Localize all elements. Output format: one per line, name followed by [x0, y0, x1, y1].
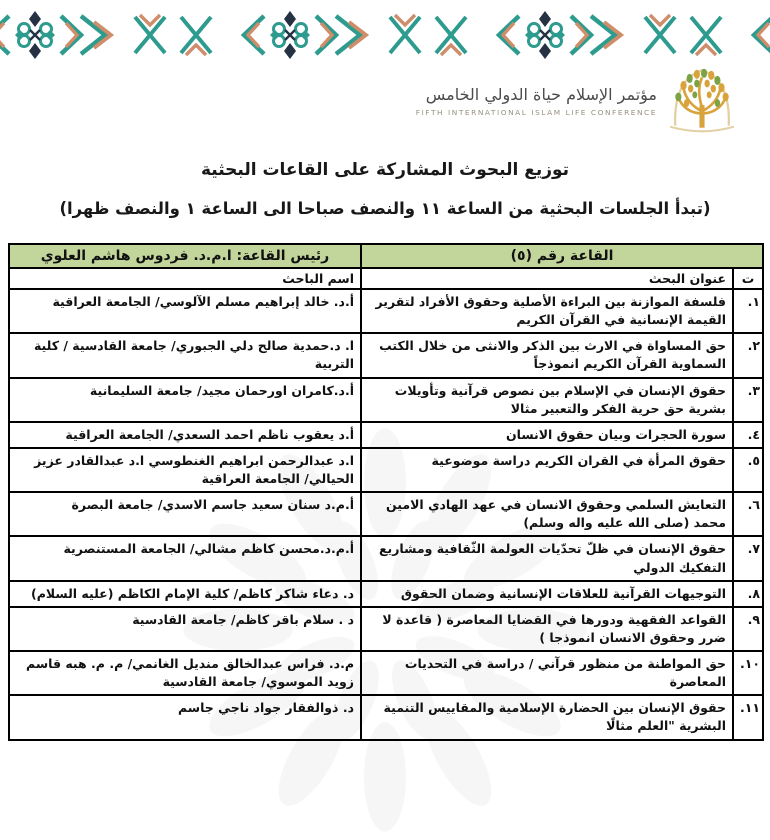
col-header-index: ت — [733, 268, 763, 289]
sessions-table — [8, 243, 764, 741]
logo-title-english: FIFTH INTERNATIONAL ISLAM LIFE CONFERENCE — [415, 108, 657, 117]
row-index: ٩. — [733, 607, 763, 651]
conference-logo — [416, 64, 738, 138]
table-row — [9, 536, 763, 580]
table-row — [9, 695, 763, 739]
row-index: ٧. — [733, 536, 763, 580]
row-index: ٣. — [733, 378, 763, 422]
row-researcher-name: د. ذوالفقار جواد ناجي جاسم — [9, 695, 361, 739]
row-researcher-name: د . سلام باقر كاظم/ جامعة القادسية — [9, 607, 361, 651]
row-researcher-name: د. دعاء شاكر كاظم/ كلية الإمام الكاظم (عليه السلام) — [9, 581, 361, 607]
row-index: ٥. — [733, 448, 763, 492]
table-row — [9, 289, 763, 333]
hall-header-row — [9, 244, 763, 268]
table-row — [9, 607, 763, 651]
table-row — [9, 651, 763, 695]
table-row — [9, 422, 763, 448]
row-index: ٨. — [733, 581, 763, 607]
row-research-title: التوجيهات القرآنية للعلاقات الإنسانية وضمان الحقوق — [361, 581, 733, 607]
page-title: توزيع البحوث المشاركة على القاعات البحثية — [200, 160, 570, 180]
decorative-border-pattern — [0, 6, 770, 64]
tree-logo-icon — [666, 64, 738, 138]
row-research-title: القواعد الفقهية ودورها في القضايا المعاصرة ( قاعدة لا ضرر وحقوق الانسان انموذجا ) — [361, 607, 733, 651]
row-research-title: حقوق المرأة في القران الكريم دراسة موضوعية — [361, 448, 733, 492]
row-researcher-name: أ.د. خالد إبراهيم مسلم الآلوسي/ الجامعة العراقية — [9, 289, 361, 333]
column-header-row — [9, 268, 763, 289]
page-subtitle: (تبدأ الجلسات البحثية من الساعة ١١ والنصف صباحا الى الساعة ١ والنصف ظهرا) — [59, 199, 711, 218]
row-researcher-name: أ.د.كامران اورحمان مجيد/ جامعة السليمانية — [9, 378, 361, 422]
hall-chair-header: رئيس القاعة: ا.م.د. فردوس هاشم العلوي — [9, 244, 361, 268]
row-research-title: حق المساواة في الارث بين الذكر والانثى من خلال الكتب السماوية القرآن الكريم انموذجاً — [361, 333, 733, 377]
table-row — [9, 333, 763, 377]
table-body — [9, 289, 763, 740]
row-research-title: التعايش السلمي وحقوق الانسان في عهد الهادي الامين محمد (صلى الله عليه واله وسلم) — [361, 492, 733, 536]
row-research-title: حقوق الإنسان في ظلّ تحدّيات العولمة الثّقافية ومشاريع التفكيك الدولي — [361, 536, 733, 580]
row-research-title: فلسفة الموازنة بين البراءة الأصلية وحقوق الأفراد لتقرير القيمة الإنسانية في القرآن الكريم — [361, 289, 733, 333]
row-research-title: حقوق الإنسان في الإسلام بين نصوص قرآنية وتأويلات بشرية حق حرية الفكر والتعبير مثالا — [361, 378, 733, 422]
table-row — [9, 581, 763, 607]
table-row — [9, 492, 763, 536]
row-research-title: حقوق الإنسان بين الحضارة الإسلامية والمقاييس التنمية البشرية "العلم مثالًا — [361, 695, 733, 739]
row-research-title: سورة الحجرات وبيان حقوق الانسان — [361, 422, 733, 448]
row-researcher-name: م.د. فراس عبدالخالق منديل الغانمي/ م. م. هبه قاسم زويد الموسوي/ جامعة القادسية — [9, 651, 361, 695]
row-researcher-name: ا. د.حمدية صالح دلي الجبوري/ جامعة القادسية / كلية التربية — [9, 333, 361, 377]
row-researcher-name: أ.د يعقوب ناظم احمد السعدي/ الجامعة العراقية — [9, 422, 361, 448]
row-index: ٦. — [733, 492, 763, 536]
col-header-title: عنوان البحث — [361, 268, 733, 289]
hall-number-header: القاعة رقم (٥) — [361, 244, 763, 268]
logo-title-arabic: مؤتمر الإسلام حياة الدولي الخامس — [425, 85, 657, 104]
row-index: ٢. — [733, 333, 763, 377]
col-header-researcher: اسم الباحث — [9, 268, 361, 289]
row-researcher-name: أ.م.د سنان سعيد جاسم الاسدي/ جامعة البصرة — [9, 492, 361, 536]
row-index: ١٠. — [733, 651, 763, 695]
row-research-title: حق المواطنة من منظور قرآني / دراسة في التحديات المعاصرة — [361, 651, 733, 695]
row-index: ١١. — [733, 695, 763, 739]
table-row — [9, 378, 763, 422]
table-row — [9, 448, 763, 492]
row-index: ١. — [733, 289, 763, 333]
logo-text — [416, 85, 657, 117]
row-researcher-name: ا.د عبدالرحمن ابراهيم الغنطوسي ا.د عبدالقادر عزيز الحيالي/ الجامعة العراقية — [9, 448, 361, 492]
row-index: ٤. — [733, 422, 763, 448]
row-researcher-name: أ.م.د.محسن كاظم مشالي/ الجامعة المستنصرية — [9, 536, 361, 580]
